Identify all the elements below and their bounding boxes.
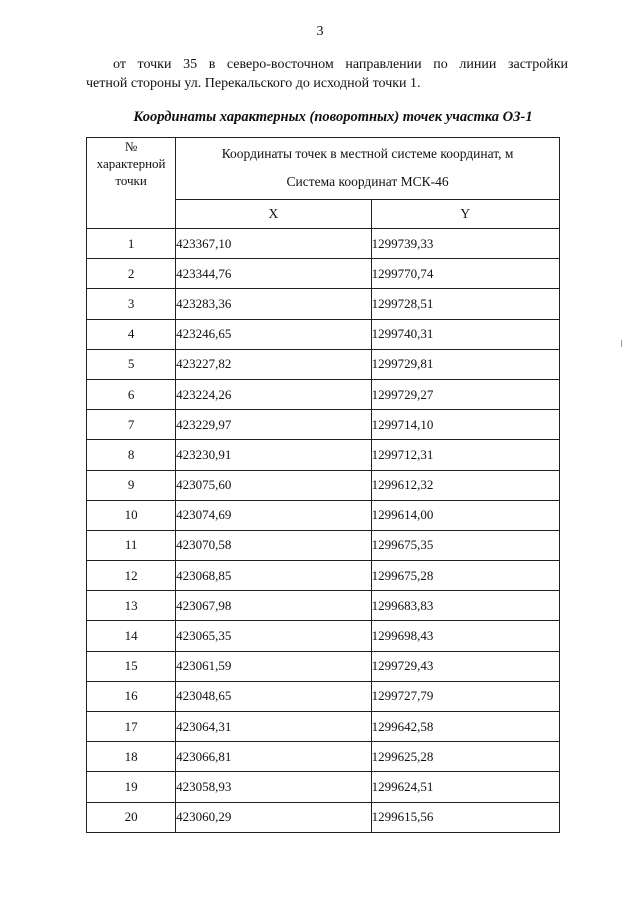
header-x: X <box>176 199 371 228</box>
table-row <box>87 591 560 621</box>
table-row <box>87 561 560 591</box>
x-coordinate-cell: 423229,97 <box>176 410 371 440</box>
y-coordinate-cell: 1299740,31 <box>371 319 559 349</box>
x-coordinate-cell: 423074,69 <box>176 500 371 530</box>
table-row <box>87 289 560 319</box>
header-characteristic: характерной <box>96 156 166 171</box>
margin-mark <box>621 340 622 347</box>
table-row <box>87 681 560 711</box>
y-coordinate-cell: 1299615,56 <box>371 802 559 832</box>
y-coordinate-cell: 1299712,31 <box>371 440 559 470</box>
point-number-cell: 18 <box>87 742 176 772</box>
x-coordinate-cell: 423075,60 <box>176 470 371 500</box>
point-number-cell: 20 <box>87 802 176 832</box>
header-number-sign: № <box>124 139 138 154</box>
x-coordinate-cell: 423066,81 <box>176 742 371 772</box>
table-row <box>87 229 560 259</box>
x-coordinate-cell: 423246,65 <box>176 319 371 349</box>
x-coordinate-cell: 423058,93 <box>176 772 371 802</box>
table-row <box>87 259 560 289</box>
point-number-cell: 2 <box>87 259 176 289</box>
point-number-cell: 17 <box>87 712 176 742</box>
y-coordinate-cell: 1299675,35 <box>371 530 559 560</box>
x-coordinate-cell: 423224,26 <box>176 379 371 409</box>
y-coordinate-cell: 1299612,32 <box>371 470 559 500</box>
point-number-cell: 15 <box>87 651 176 681</box>
point-number-cell: 14 <box>87 621 176 651</box>
y-coordinate-cell: 1299729,43 <box>371 651 559 681</box>
header-coordinates-line-2: Система координат МСК-46 <box>286 174 449 190</box>
header-coordinates-title <box>176 138 560 200</box>
y-coordinate-cell: 1299614,00 <box>371 500 559 530</box>
y-coordinate-cell: 1299642,58 <box>371 712 559 742</box>
x-coordinate-cell: 423068,85 <box>176 561 371 591</box>
point-number-cell: 5 <box>87 349 176 379</box>
intro-paragraph <box>86 55 568 93</box>
y-coordinate-cell: 1299770,74 <box>371 259 559 289</box>
point-number-cell: 8 <box>87 440 176 470</box>
table-row <box>87 379 560 409</box>
table-row <box>87 742 560 772</box>
table-row <box>87 712 560 742</box>
x-coordinate-cell: 423060,29 <box>176 802 371 832</box>
y-coordinate-cell: 1299728,51 <box>371 289 559 319</box>
point-number-cell: 10 <box>87 500 176 530</box>
table-row <box>87 651 560 681</box>
y-coordinate-cell: 1299739,33 <box>371 229 559 259</box>
point-number-cell: 7 <box>87 410 176 440</box>
table-row <box>87 349 560 379</box>
table-row <box>87 500 560 530</box>
point-number-cell: 6 <box>87 379 176 409</box>
x-coordinate-cell: 423283,36 <box>176 289 371 319</box>
point-number-cell: 1 <box>87 229 176 259</box>
header-point: точки <box>115 173 147 188</box>
x-coordinate-cell: 423064,31 <box>176 712 371 742</box>
intro-line-1: от точки 35 в северо-восточном направлении по линии застройки <box>113 57 568 72</box>
x-coordinate-cell: 423070,58 <box>176 530 371 560</box>
page-number: 3 <box>316 24 324 39</box>
y-coordinate-cell: 1299683,83 <box>371 591 559 621</box>
table-row <box>87 772 560 802</box>
table-header <box>87 138 560 229</box>
table-row <box>87 410 560 440</box>
point-number-cell: 16 <box>87 681 176 711</box>
x-coordinate-cell: 423227,82 <box>176 349 371 379</box>
table-row <box>87 440 560 470</box>
header-coordinates-line-1: Координаты точек в местной системе координат, м <box>221 146 514 162</box>
y-coordinate-cell: 1299625,28 <box>371 742 559 772</box>
y-coordinate-cell: 1299675,28 <box>371 561 559 591</box>
y-coordinate-cell: 1299624,51 <box>371 772 559 802</box>
x-coordinate-cell: 423061,59 <box>176 651 371 681</box>
x-coordinate-cell: 423230,91 <box>176 440 371 470</box>
table-title: Координаты характерных (поворотных) точек участка ОЗ-1 <box>133 109 533 125</box>
y-coordinate-cell: 1299714,10 <box>371 410 559 440</box>
x-coordinate-cell: 423065,35 <box>176 621 371 651</box>
x-coordinate-cell: 423048,65 <box>176 681 371 711</box>
point-number-cell: 3 <box>87 289 176 319</box>
header-y: Y <box>371 199 559 228</box>
point-number-cell: 12 <box>87 561 176 591</box>
y-coordinate-cell: 1299729,81 <box>371 349 559 379</box>
x-coordinate-cell: 423367,10 <box>176 229 371 259</box>
point-number-cell: 13 <box>87 591 176 621</box>
y-coordinate-cell: 1299727,79 <box>371 681 559 711</box>
table-row <box>87 621 560 651</box>
point-number-cell: 19 <box>87 772 176 802</box>
point-number-cell: 4 <box>87 319 176 349</box>
y-coordinate-cell: 1299729,27 <box>371 379 559 409</box>
x-coordinate-cell: 423067,98 <box>176 591 371 621</box>
table-row <box>87 530 560 560</box>
point-number-cell: 9 <box>87 470 176 500</box>
coordinates-table <box>86 137 560 833</box>
table-row <box>87 319 560 349</box>
table-row <box>87 802 560 832</box>
x-coordinate-cell: 423344,76 <box>176 259 371 289</box>
header-point-number <box>87 138 176 229</box>
table-body <box>87 229 560 833</box>
y-coordinate-cell: 1299698,43 <box>371 621 559 651</box>
point-number-cell: 11 <box>87 530 176 560</box>
intro-line-2: четной стороны ул. Перекальского до исходной точки 1. <box>86 76 421 91</box>
table-row <box>87 470 560 500</box>
